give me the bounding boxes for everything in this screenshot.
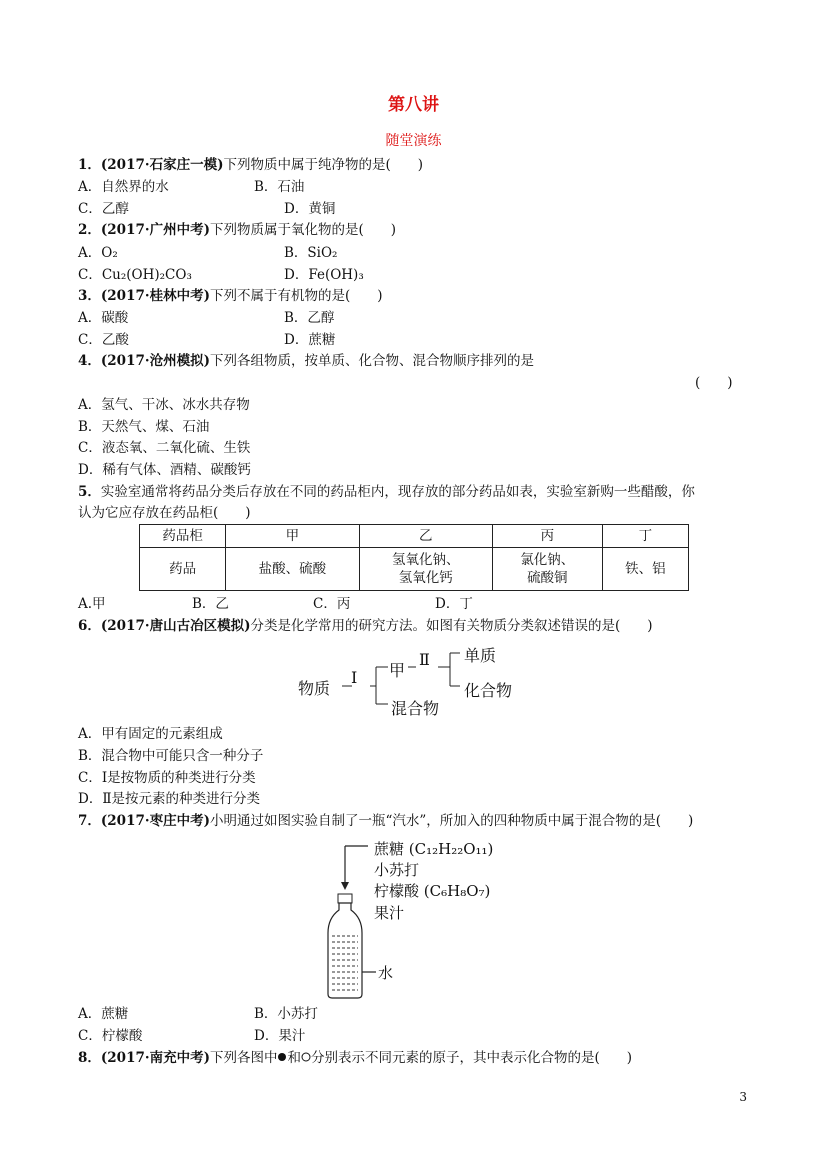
table-header-row — [140, 525, 689, 548]
table-cell: 盐酸、硫酸 — [226, 548, 359, 591]
page-subtitle: 随堂演练 — [385, 133, 442, 149]
table-cell: 铁、铝 — [602, 548, 688, 591]
drug-cabinet-table — [139, 524, 689, 591]
q5-option-c: C．丙 — [313, 596, 351, 612]
question-1: 1．(2017·石家庄一模)下列物质中属于纯净物的是( ) — [78, 157, 424, 173]
q6-option-c: C．Ⅰ是按物质的种类进行分类 — [78, 770, 256, 786]
q1-option-d: D．黄铜 — [284, 201, 336, 217]
question-2: 2．(2017·广州中考)下列物质属于氧化物的是( ) — [78, 222, 397, 238]
q5-option-a: A.甲 — [78, 596, 106, 612]
q4-option-c: C．液态氧、二氧化硫、生铁 — [78, 440, 251, 456]
ingredient-sucrose: 蔗糖 (C₁₂H₂₂O₁₁) — [374, 840, 494, 858]
q2-option-d: D．Fe(OH)₃ — [284, 267, 364, 283]
question-3: 3．(2017·桂林中考)下列不属于有机物的是( ) — [78, 288, 383, 304]
q1-option-c: C．乙醇 — [78, 201, 129, 217]
table-row-label: 药品 — [140, 548, 226, 591]
q1-option-a: A．自然界的水 — [78, 179, 169, 195]
hollow-atom-icon — [301, 1052, 311, 1062]
q4-answer-paren: ( ) — [695, 375, 733, 391]
ingredient-baking-soda: 小苏打 — [374, 861, 420, 879]
q7-option-a: A．蔗糖 — [78, 1006, 129, 1022]
ingredient-juice: 果汁 — [374, 904, 405, 922]
q2-option-a: A．O₂ — [78, 245, 118, 261]
question-4: 4．(2017·沧州模拟)下列各组物质，按单质、化合物、混合物顺序排列的是 — [78, 353, 534, 369]
q6-option-b: B．混合物中可能只含一种分子 — [78, 748, 264, 764]
q4-option-a: A．氢气、干冰、冰水共存物 — [78, 397, 250, 413]
diagram-jia: 甲 — [389, 661, 406, 680]
table-header-cell: 丁 — [602, 525, 688, 548]
table-header-cell: 药品柜 — [140, 525, 226, 548]
q4-option-d: D．稀有气体、酒精、碳酸钙 — [78, 462, 251, 478]
q3-option-c: C．乙酸 — [78, 332, 129, 348]
page-title: 第八讲 — [388, 95, 439, 115]
table-header-cell: 甲 — [226, 525, 359, 548]
table-cell: 氢氧化钠、 氢氧化钙 — [359, 548, 492, 591]
question-6: 6．(2017·唐山古冶区模拟)分类是化学常用的研究方法。如图有关物质分类叙述错误的是( ) — [78, 618, 653, 634]
diagram-mixture: 混合物 — [391, 699, 440, 718]
question-8: 8．(2017·南充中考)下列各图中 和 分别表示不同元素的原子，其中表示化合物的是( ) — [78, 1050, 633, 1066]
table-header-cell: 丙 — [492, 525, 602, 548]
q3-option-b: B．乙醇 — [284, 310, 335, 326]
q3-option-a: A．碳酸 — [78, 310, 129, 326]
diagram-label-i: Ⅰ — [351, 668, 358, 687]
q6-option-a: A．甲有固定的元素组成 — [78, 726, 223, 742]
q4-option-b: B．天然气、煤、石油 — [78, 419, 210, 435]
q1-option-b: B．石油 — [254, 179, 305, 195]
filled-atom-icon — [277, 1052, 287, 1062]
q5-option-d: D．丁 — [435, 596, 473, 612]
q7-option-c: C．柠檬酸 — [78, 1028, 143, 1044]
question-5: 5．实验室通常将药品分类后存放在不同的药品柜内，现存放的部分药品如表，实验室新购一些醋酸，你 — [78, 484, 695, 500]
diagram-compound: 化合物 — [464, 681, 513, 700]
table-header-cell: 乙 — [359, 525, 492, 548]
q3-option-d: D．蔗糖 — [284, 332, 336, 348]
q2-option-b: B．SiO₂ — [284, 245, 338, 261]
diagram-label-ii: Ⅱ — [419, 650, 430, 669]
q6-option-d: D．Ⅱ是按元素的种类进行分类 — [78, 791, 260, 807]
page-number: 3 — [739, 1090, 747, 1104]
table-row — [140, 548, 689, 591]
water-label: 水 — [378, 964, 394, 982]
question-7: 7．(2017·枣庄中考)小明通过如图实验自制了一瓶“汽水”，所加入的四种物质中属于混合物的是( ) — [78, 813, 694, 829]
q5-option-b: B．乙 — [192, 596, 229, 612]
q2-option-c: C．Cu₂(OH)₂CO₃ — [78, 267, 192, 283]
q7-option-d: D．果汁 — [254, 1028, 306, 1044]
diagram-element: 单质 — [464, 646, 497, 665]
ingredient-citric-acid: 柠檬酸 (C₆H₈O₇) — [374, 882, 491, 900]
diagram-root: 物质 — [298, 679, 331, 698]
q7-option-b: B．小苏打 — [254, 1006, 318, 1022]
question-5-line-2: 认为它应存放在药品柜( ) — [78, 505, 251, 521]
table-cell: 氯化钠、 硫酸铜 — [492, 548, 602, 591]
